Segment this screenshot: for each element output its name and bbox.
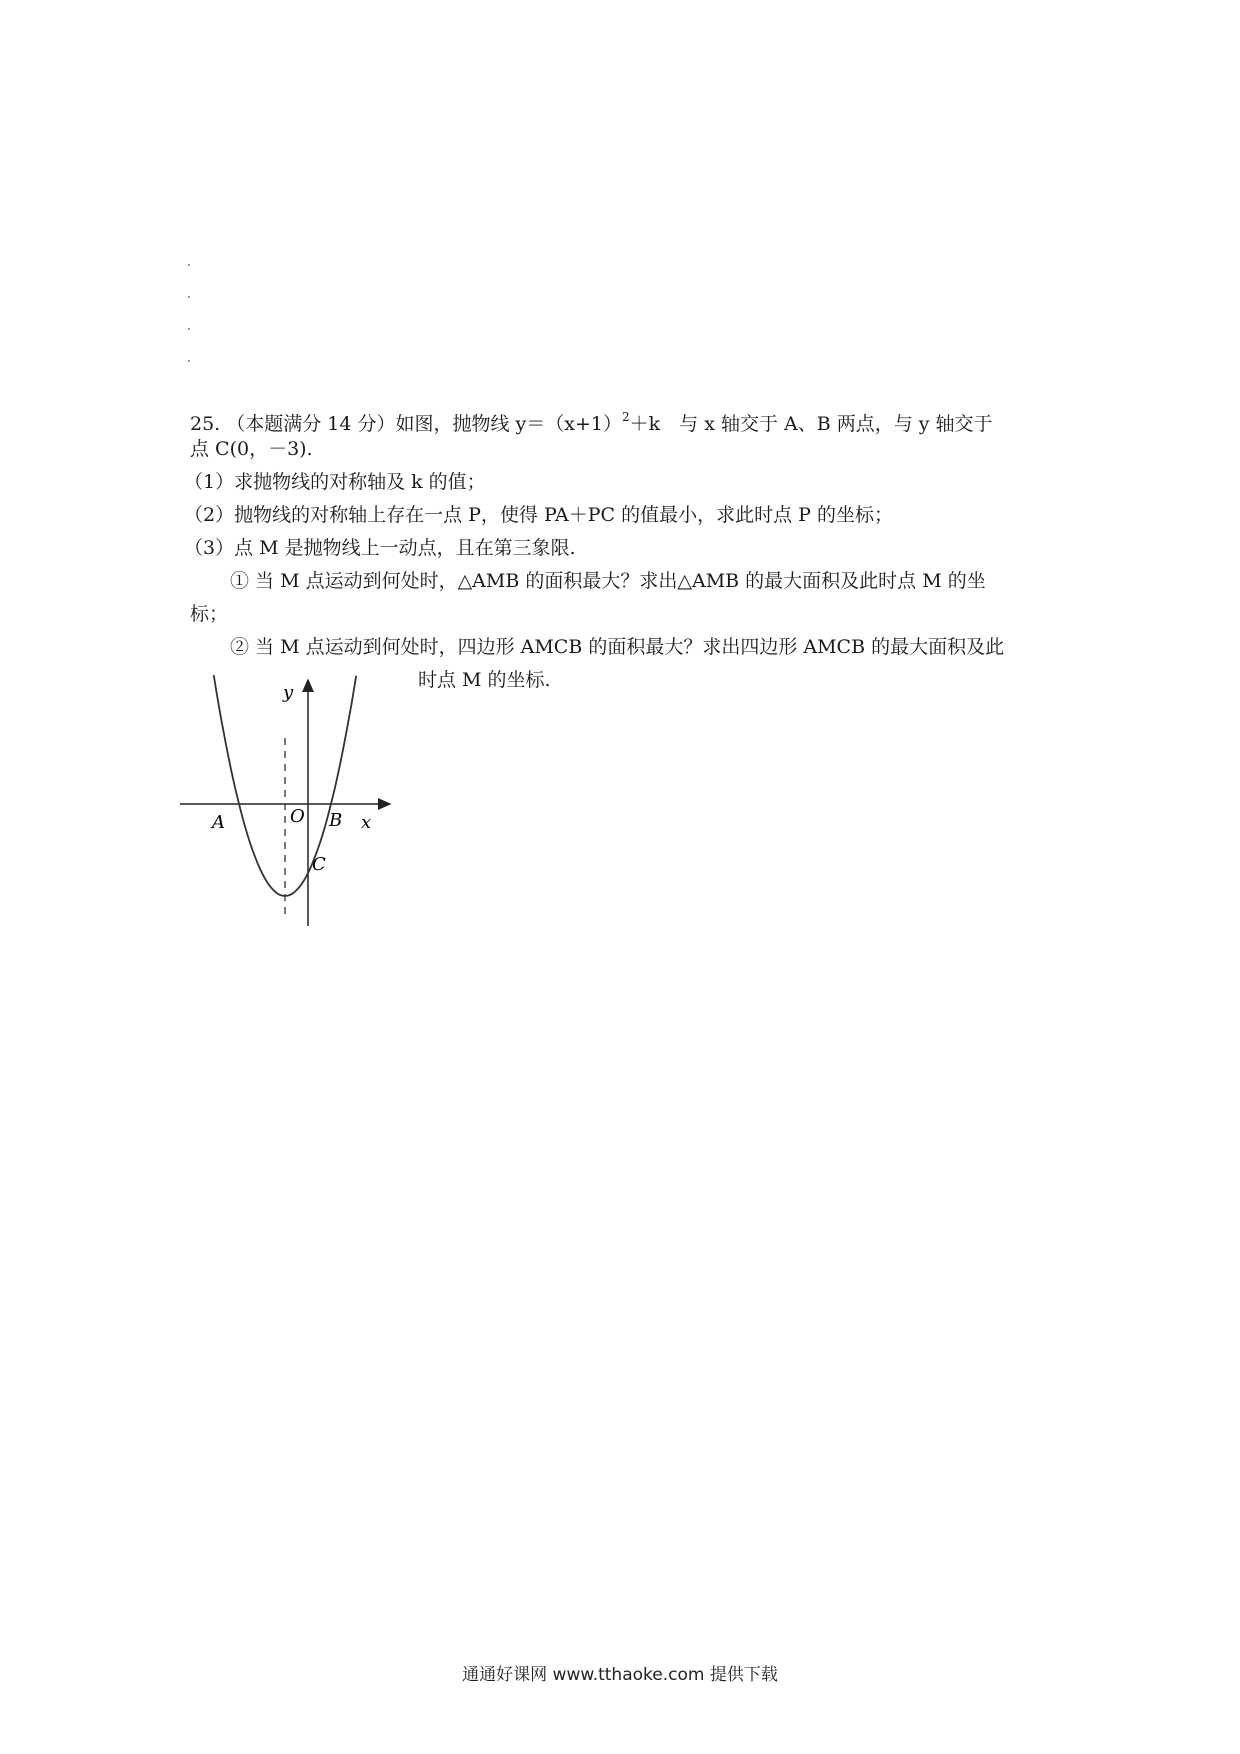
label-x: x — [361, 812, 372, 833]
label-y: y — [283, 682, 294, 703]
parabola-curve — [214, 675, 357, 896]
question-3: （3）点 M 是抛物线上一动点，且在第三象限. — [184, 537, 576, 559]
stray-dot — [188, 328, 190, 330]
stray-dot — [188, 264, 190, 266]
question-3-1-cont: 标； — [190, 603, 229, 625]
problem-number: 25. — [190, 413, 221, 435]
label-point-b: B — [329, 810, 343, 831]
question-3-2-cont: 时点 M 的坐标. — [418, 669, 551, 691]
question-3-2: ② 当 M 点运动到何处时，四边形 AMCB 的面积最大？求出四边形 AMCB 的最大面积及此 — [230, 636, 1005, 658]
question-1: （1）求抛物线的对称轴及 k 的值； — [184, 471, 486, 493]
question-3-1: ① 当 M 点运动到何处时，△AMB 的面积最大？求出△AMB 的最大面积及此时点 M 的坐 — [230, 570, 986, 592]
label-point-a: A — [212, 812, 225, 833]
stray-dot — [188, 296, 190, 298]
problem-line-2: 点 C(0，－3). — [190, 438, 313, 460]
parabola-diagram — [178, 670, 404, 926]
label-origin: O — [290, 806, 305, 827]
parabola-figure — [178, 670, 404, 926]
page-footer: 通通好课网 www.tthaoke.com 提供下载 — [462, 1665, 778, 1685]
problem-intro: （本题满分 14 分）如图，抛物线 y＝（x+1） — [226, 413, 623, 435]
stray-dot — [188, 360, 190, 362]
label-point-c: C — [312, 854, 326, 875]
exponent: 2 — [622, 410, 630, 424]
question-2: （2）抛物线的对称轴上存在一点 P，使得 PA＋PC 的值最小，求此时点 P 的坐标； — [184, 504, 893, 526]
problem-intro-rest: ＋k 与 x 轴交于 A、B 两点，与 y 轴交于 — [629, 413, 993, 435]
